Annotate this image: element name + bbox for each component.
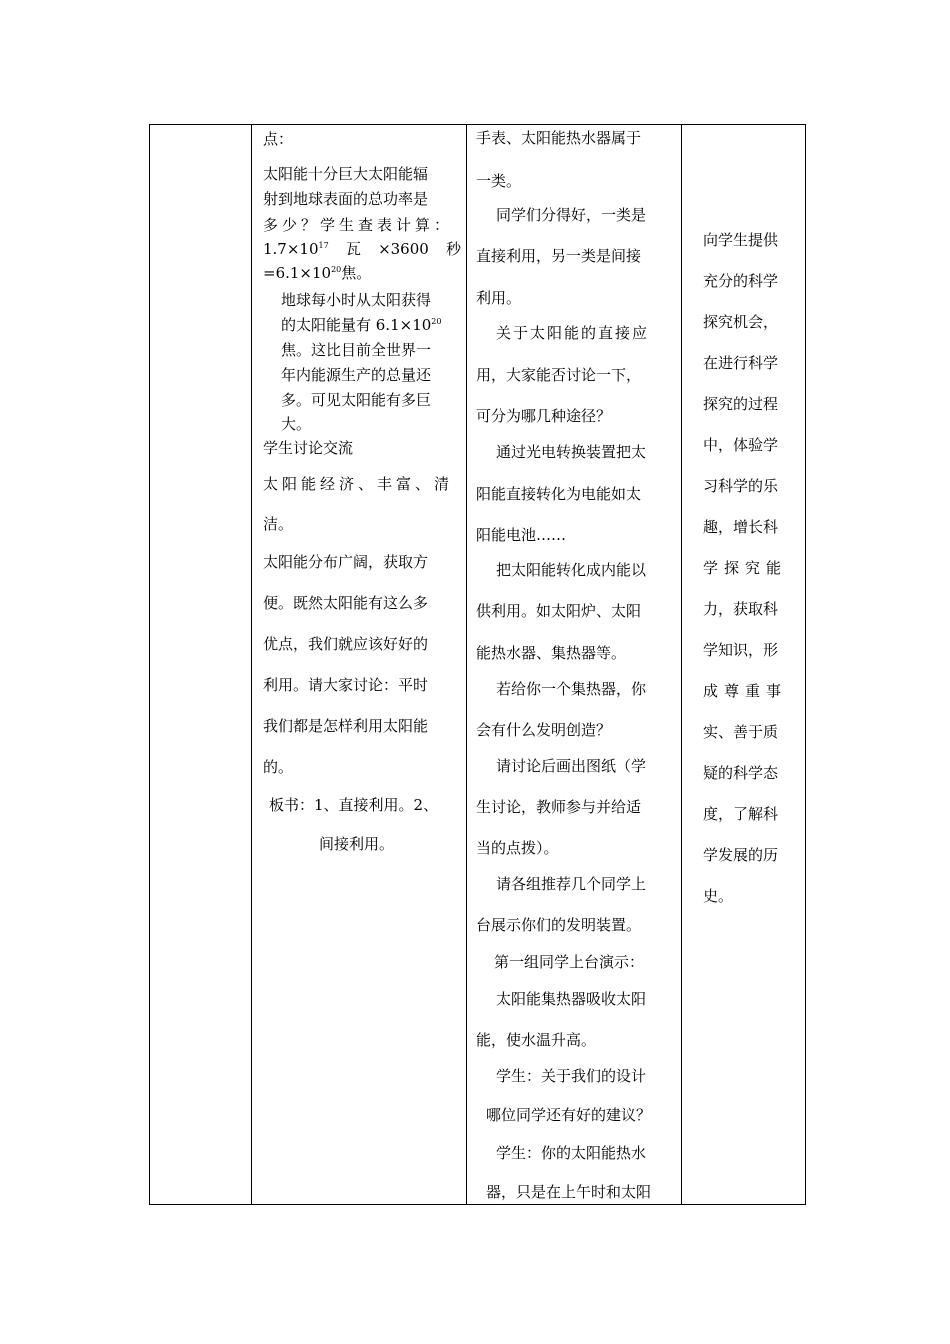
- table-row: [150, 125, 806, 1205]
- text-line: 学探究能: [703, 559, 788, 577]
- text-line: 通过光电转换装置把太: [496, 443, 647, 461]
- text-line: 我们都是怎样利用太阳能: [263, 717, 429, 735]
- text-line: 充分的科学: [703, 272, 779, 290]
- blackboard-line: 板书：1、直接利用。2、: [269, 796, 439, 814]
- text-line: 可分为哪几种途径？: [476, 407, 612, 425]
- text-line: 用，大家能否讨论一下，: [476, 366, 642, 384]
- text-line: 利用。: [476, 289, 522, 307]
- calc-unit: 瓦: [345, 240, 361, 258]
- text-line: 学生讨论交流: [263, 439, 354, 457]
- column-2-cell: [252, 125, 467, 1205]
- text-line: 能，使水温升高。: [476, 1031, 597, 1049]
- text-line: 探究的过程: [703, 395, 779, 413]
- text-line: 太阳能经济、丰富、清: [263, 475, 454, 493]
- text-line: 太阳能十分巨大太阳能辐: [263, 165, 429, 183]
- text-line: 趣，增长科: [703, 518, 779, 536]
- calc-value: 1.7×10: [263, 240, 319, 258]
- text-line: 哪位同学还有好的建议？: [486, 1106, 652, 1124]
- text-line: 实、善于质: [703, 723, 779, 741]
- text-line: 学生：关于我们的设计: [496, 1067, 647, 1085]
- text-fragment: 的太阳能量有 6.1×10: [281, 316, 432, 334]
- text-line: 中，体验学: [703, 436, 779, 454]
- text-line: 大。: [281, 415, 312, 433]
- text-line: 供利用。如太阳炉、太阳: [476, 602, 642, 620]
- text-line: 学知识，形: [703, 641, 779, 659]
- text-line: 优点，我们就应该好好的: [263, 635, 429, 653]
- text-line: 台展示你们的发明装置。: [476, 916, 642, 934]
- text-line: 便。既然太阳能有这么多: [263, 594, 429, 612]
- lesson-plan-table: [149, 124, 806, 1205]
- text-line: 洁。: [263, 515, 294, 533]
- text-line: 地球每小时从太阳获得: [281, 291, 432, 309]
- text-line: 的。: [263, 758, 294, 776]
- text-line: 请讨论后画出图纸（学: [496, 757, 647, 775]
- text-line: 射到地球表面的总功率是: [263, 190, 429, 208]
- text-line: [281, 316, 441, 334]
- text-line: 点：: [263, 130, 294, 148]
- text-line: 生讨论，教师参与并给适: [476, 798, 642, 816]
- calc-value: ×3600: [378, 240, 429, 258]
- text-line: 关于太阳能的直接应: [496, 324, 650, 342]
- exponent: 20: [431, 317, 442, 326]
- text-line: 会有什么发明创造？: [476, 721, 612, 739]
- text-line: 习科学的乐: [703, 477, 779, 495]
- text-line: 太阳能集热器吸收太阳: [496, 990, 647, 1008]
- text-line: 焦。这比目前全世界一: [281, 341, 432, 359]
- text-line: 同学们分得好，一类是: [496, 206, 647, 224]
- column-1-cell: [150, 125, 252, 1205]
- text-line: 阳能直接转化为电能如太: [476, 485, 642, 503]
- column-4-cell: [682, 125, 806, 1205]
- text-line: 一类。: [476, 172, 522, 190]
- text-line: 当的点拨）。: [476, 839, 559, 857]
- text-line: 疑的科学态: [703, 764, 779, 782]
- text-line: 若给你一个集热器，你: [496, 680, 647, 698]
- teacher-activity-column: [467, 125, 681, 1204]
- text-line: 年内能源生产的总量还: [281, 366, 432, 384]
- text-line: 学生：你的太阳能热水: [496, 1144, 647, 1162]
- design-intent-column: [682, 125, 805, 1204]
- column-3-cell: [467, 125, 682, 1205]
- exponent: 17: [318, 241, 329, 250]
- text-line: 史。: [703, 887, 734, 905]
- calculation-line: [263, 240, 461, 258]
- text-line: 直接利用，另一类是间接: [476, 247, 642, 265]
- text-line: 器，只是在上午时和太阳: [486, 1183, 652, 1201]
- text-line: 请各组推荐几个同学上: [496, 875, 647, 893]
- exponent: 20: [331, 265, 342, 274]
- text-line: 第一组同学上台演示：: [494, 953, 645, 971]
- calc-part: [263, 240, 329, 258]
- text-line: 阳能电池……: [476, 526, 567, 544]
- text-line: 成尊重事: [703, 682, 788, 700]
- blackboard-line: 间接利用。: [319, 835, 395, 853]
- text-line: 向学生提供: [703, 231, 779, 249]
- calculation-result: [263, 264, 371, 282]
- text-line: 多少？学生查表计算：: [263, 216, 454, 234]
- text-line: 学发展的历: [703, 846, 779, 864]
- text-line: 力，获取科: [703, 600, 779, 618]
- text-line: 手表、太阳能热水器属于: [476, 129, 642, 147]
- text-line: 利用。请大家讨论：平时: [263, 676, 429, 694]
- student-activity-column: [252, 125, 466, 1204]
- calc-value: =6.1×10: [263, 264, 332, 282]
- text-line: 多。可见太阳能有多巨: [281, 391, 432, 409]
- text-line: 度，了解科: [703, 805, 779, 823]
- calc-unit: 秒: [445, 240, 461, 258]
- text-line: 在进行科学: [703, 354, 779, 372]
- calc-unit: 焦。: [341, 264, 372, 282]
- text-line: 探究机会，: [703, 313, 779, 331]
- text-line: 能热水器、集热器等。: [476, 644, 627, 662]
- text-line: 把太阳能转化成内能以: [496, 561, 647, 579]
- text-line: 太阳能分布广阔，获取方: [263, 553, 429, 571]
